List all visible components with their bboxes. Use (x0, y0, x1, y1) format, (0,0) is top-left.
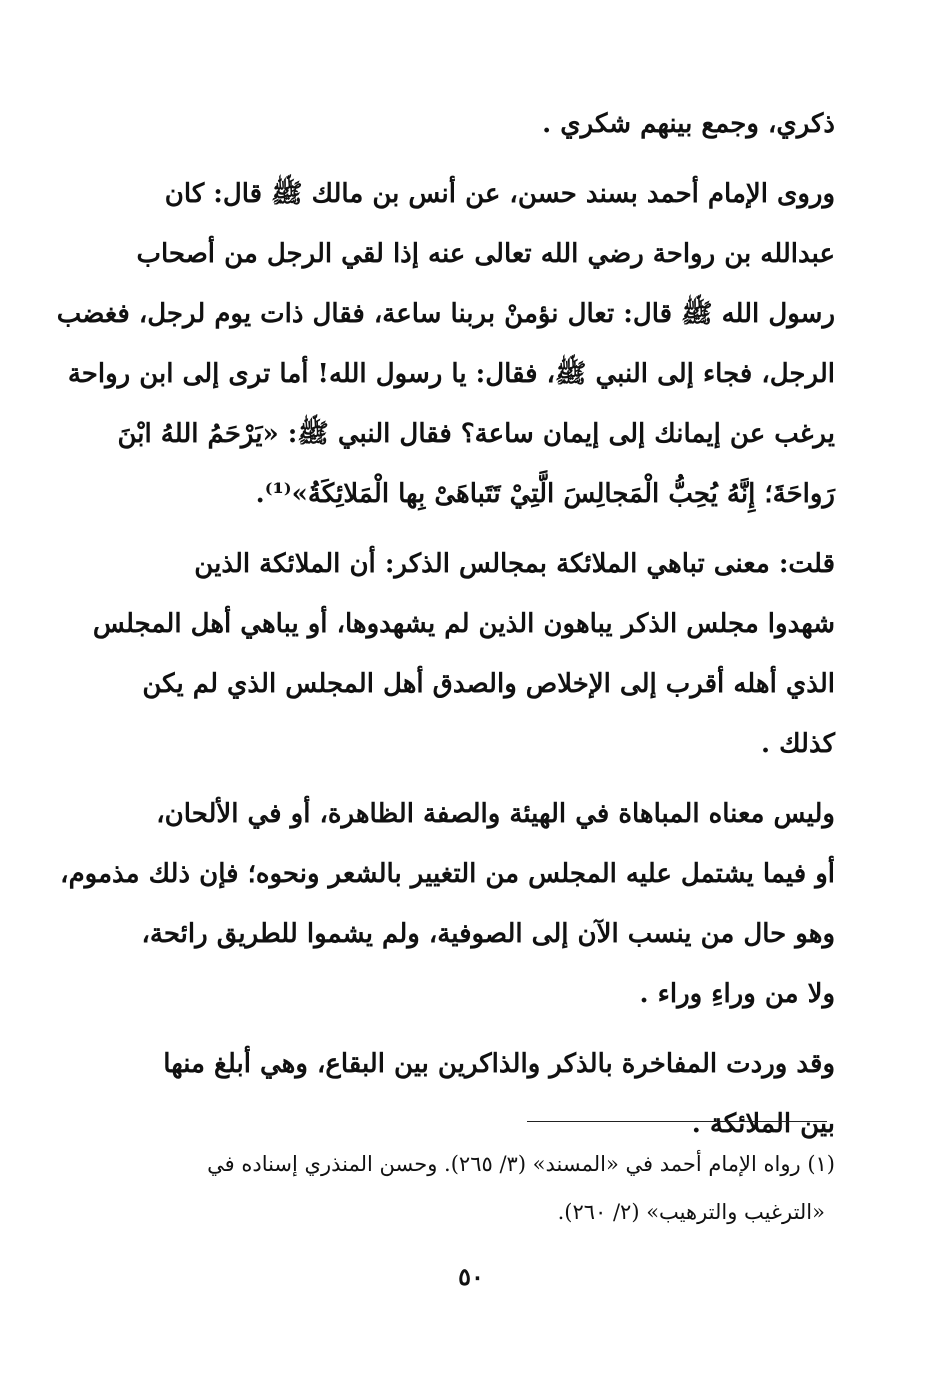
text-line: وهو حال من ينسب الآن إلى الصوفية، ولم يشموا للطريق رائحة، (141, 919, 835, 949)
text-line: عبدالله بن رواحة رضي الله تعالى عنه إذا لقي الرجل من أصحاب (136, 239, 835, 269)
footnote-line: (١) رواه الإمام أحمد في «المسند» (٣/ ٢٦٥). وحسن المنذري إسناده في (207, 1152, 835, 1176)
text-line: الذي أهله أقرب إلى الإخلاص والصدق أهل المجلس الذي لم يكن (142, 669, 835, 699)
text-line: وروى الإمام أحمد بسند حسن، عن أنس بن مالك ﷺ قال: كان (164, 179, 835, 209)
text-line: رَواحَةَ؛ إِنَّهُ يُحِبُّ الْمَجالِسَ الَّتِيْ تَتَباهَىْ بِها الْمَلائِكَةُ»⁽¹⁾. (255, 479, 835, 509)
text-line: وقد وردت المفاخرة بالذكر والذاكرين بين البقاع، وهي أبلغ منها (163, 1049, 835, 1079)
text-line: يرغب عن إيمانك إلى إيمان ساعة؟ فقال النبي ﷺ: «يَرْحَمُ اللهُ ابْنَ (117, 419, 835, 449)
text-line: الرجل، فجاء إلى النبي ﷺ، فقال: يا رسول الله! أما ترى إلى ابن رواحة (67, 359, 835, 389)
text-line: شهدوا مجلس الذكر يباهون الذين لم يشهدوها، أو يباهي أهل المجلس (92, 609, 835, 639)
page-number: ٥٠ (458, 1262, 484, 1291)
footnote (115, 1140, 835, 1236)
text-line: ذكري، وجمع بينهم شكري . (542, 109, 835, 139)
text-line: ولا من وراءِ وراء . (639, 979, 835, 1009)
text-line: بين الملائكة . (691, 1109, 835, 1139)
footnote-line: «الترغيب والترهيب» (٢/ ٢٦٠). (557, 1200, 825, 1224)
text-line: رسول الله ﷺ قال: تعال نؤمنْ بربنا ساعة، فقال ذات يوم لرجل، فغضب (56, 299, 835, 329)
text-line: أو فيما يشتمل عليه المجلس من التغيير بالشعر ونحوه؛ فإن ذلك مذموم، (60, 859, 835, 889)
text-line: قلت: معنى تباهي الملائكة بمجالس الذكر: أن الملائكة الذين (194, 549, 835, 579)
text-line: كذلك . (761, 729, 835, 759)
footnote-separator (527, 1121, 827, 1122)
text-line: وليس معناه المباهاة في الهيئة والصفة الظاهرة، أو في الألحان، (156, 799, 835, 829)
main-text (56, 94, 835, 1154)
